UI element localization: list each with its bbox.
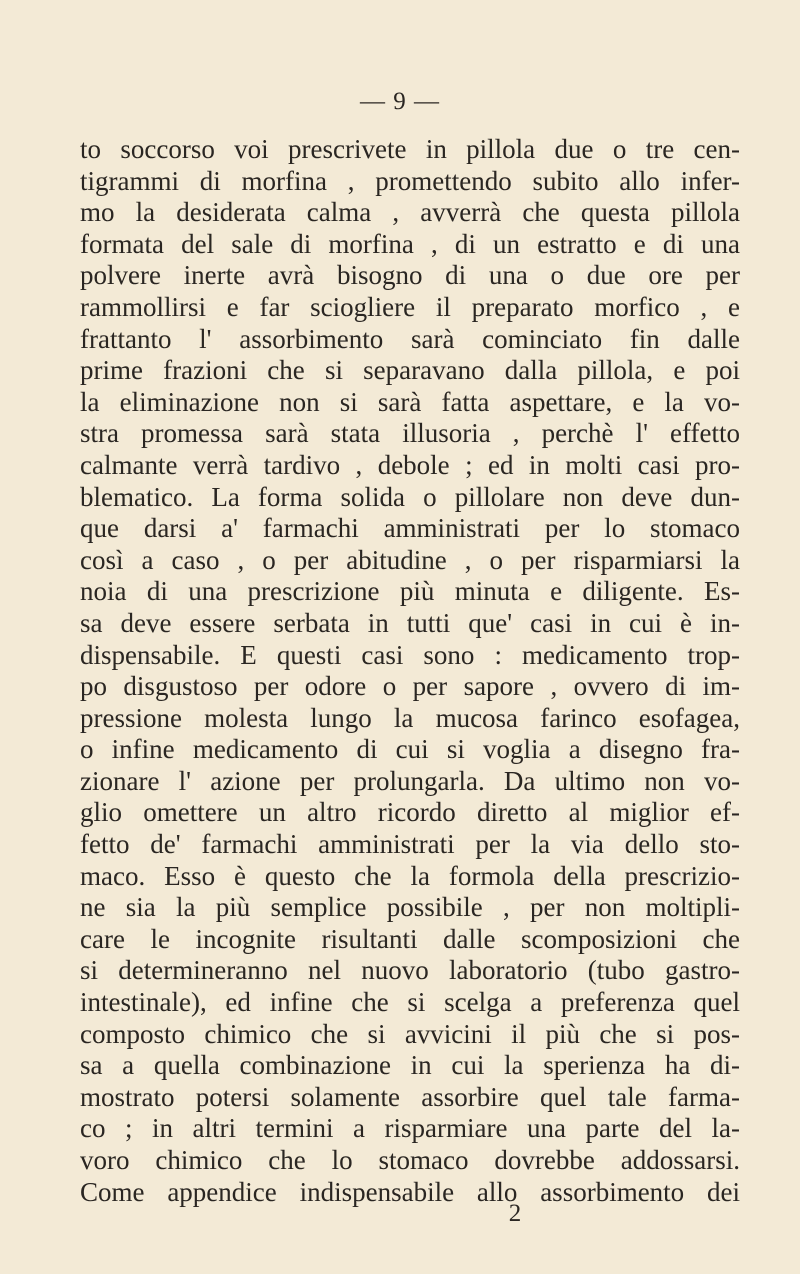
text-line: care le incognite risultanti dalle scomposizioni che xyxy=(80,923,740,954)
text-line: que darsi a' farmachi amministrati per lo stomaco xyxy=(80,513,740,544)
text-line: pressione molesta lungo la mucosa farinco esofagea, xyxy=(80,702,740,733)
text-line: formata del sale di morfina , di un estratto e di una xyxy=(80,228,740,259)
text-line: si determineranno nel nuovo laboratorio (tubo gastro- xyxy=(80,955,740,986)
text-line: glio omettere un altro ricordo diretto al miglior ef- xyxy=(80,797,740,828)
text-line: sa deve essere serbata in tutti que' casi in cui è in- xyxy=(80,607,740,638)
text-line: zionare l' azione per prolungarla. Da ultimo non vo- xyxy=(80,765,740,796)
text-line: composto chimico che si avvicini il più che si pos- xyxy=(80,1018,740,1049)
text-line: calmante verrà tardivo , debole ; ed in molti casi pro- xyxy=(80,449,740,480)
text-line: po disgustoso per odore o per sapore , ovvero di im- xyxy=(80,671,740,702)
text-line: fetto de' farmachi amministrati per la via dello sto- xyxy=(80,829,740,860)
text-line: noia di una prescrizione più minuta e diligente. Es- xyxy=(80,576,740,607)
signature-mark: 2 xyxy=(508,1200,522,1227)
text-line: intestinale), ed infine che si scelga a preferenza quel xyxy=(80,987,740,1018)
text-line: così a caso , o per abitudine , o per risparmiarsi la xyxy=(80,544,740,575)
text-line: voro chimico che lo stomaco dovrebbe addossarsi. xyxy=(80,1145,740,1175)
text-line: tigrammi di morfina , promettendo subito allo infer- xyxy=(80,165,740,196)
text-line: rammollirsi e far sciogliere il preparato morfico , e xyxy=(80,291,740,322)
text-line: la eliminazione non si sarà fatta aspettare, e la vo- xyxy=(80,386,740,417)
text-line: prime frazioni che si separavano dalla pillola, e poi xyxy=(80,355,740,386)
text-line: o infine medicamento di cui si voglia a disegno fra- xyxy=(80,734,740,765)
page-number: — 9 — xyxy=(360,88,440,115)
text-line: mo la desiderata calma , avverrà che questa pillola xyxy=(80,197,740,228)
text-line: maco. Esso è questo che la formola della prescrizio- xyxy=(80,860,740,891)
text-line: mostrato potersi solamente assorbire quel tale farma- xyxy=(80,1081,740,1112)
text-line: sa a quella combinazione in cui la sperienza ha di- xyxy=(80,1050,740,1081)
text-line: ne sia la più semplice possibile , per non moltipli- xyxy=(80,892,740,923)
text-line: polvere inerte avrà bisogno di una o due ore per xyxy=(80,260,740,291)
text-line: blematico. La forma solida o pillolare non deve dun- xyxy=(80,481,740,512)
text-line: co ; in altri termini a risparmiare una parte del la- xyxy=(80,1113,740,1144)
text-line: to soccorso voi prescrivete in pillola due o tre cen- xyxy=(80,134,740,164)
text-line: frattanto l' assorbimento sarà cominciato fin dalle xyxy=(80,323,740,354)
text-line: dispensabile. E questi casi sono : medicamento trop- xyxy=(80,639,740,670)
text-line: Come appendice indispensabile allo assorbimento dei xyxy=(80,1176,740,1207)
body-text xyxy=(80,134,740,1208)
text-line: stra promessa sarà stata illusoria , perchè l' effetto xyxy=(80,418,740,449)
